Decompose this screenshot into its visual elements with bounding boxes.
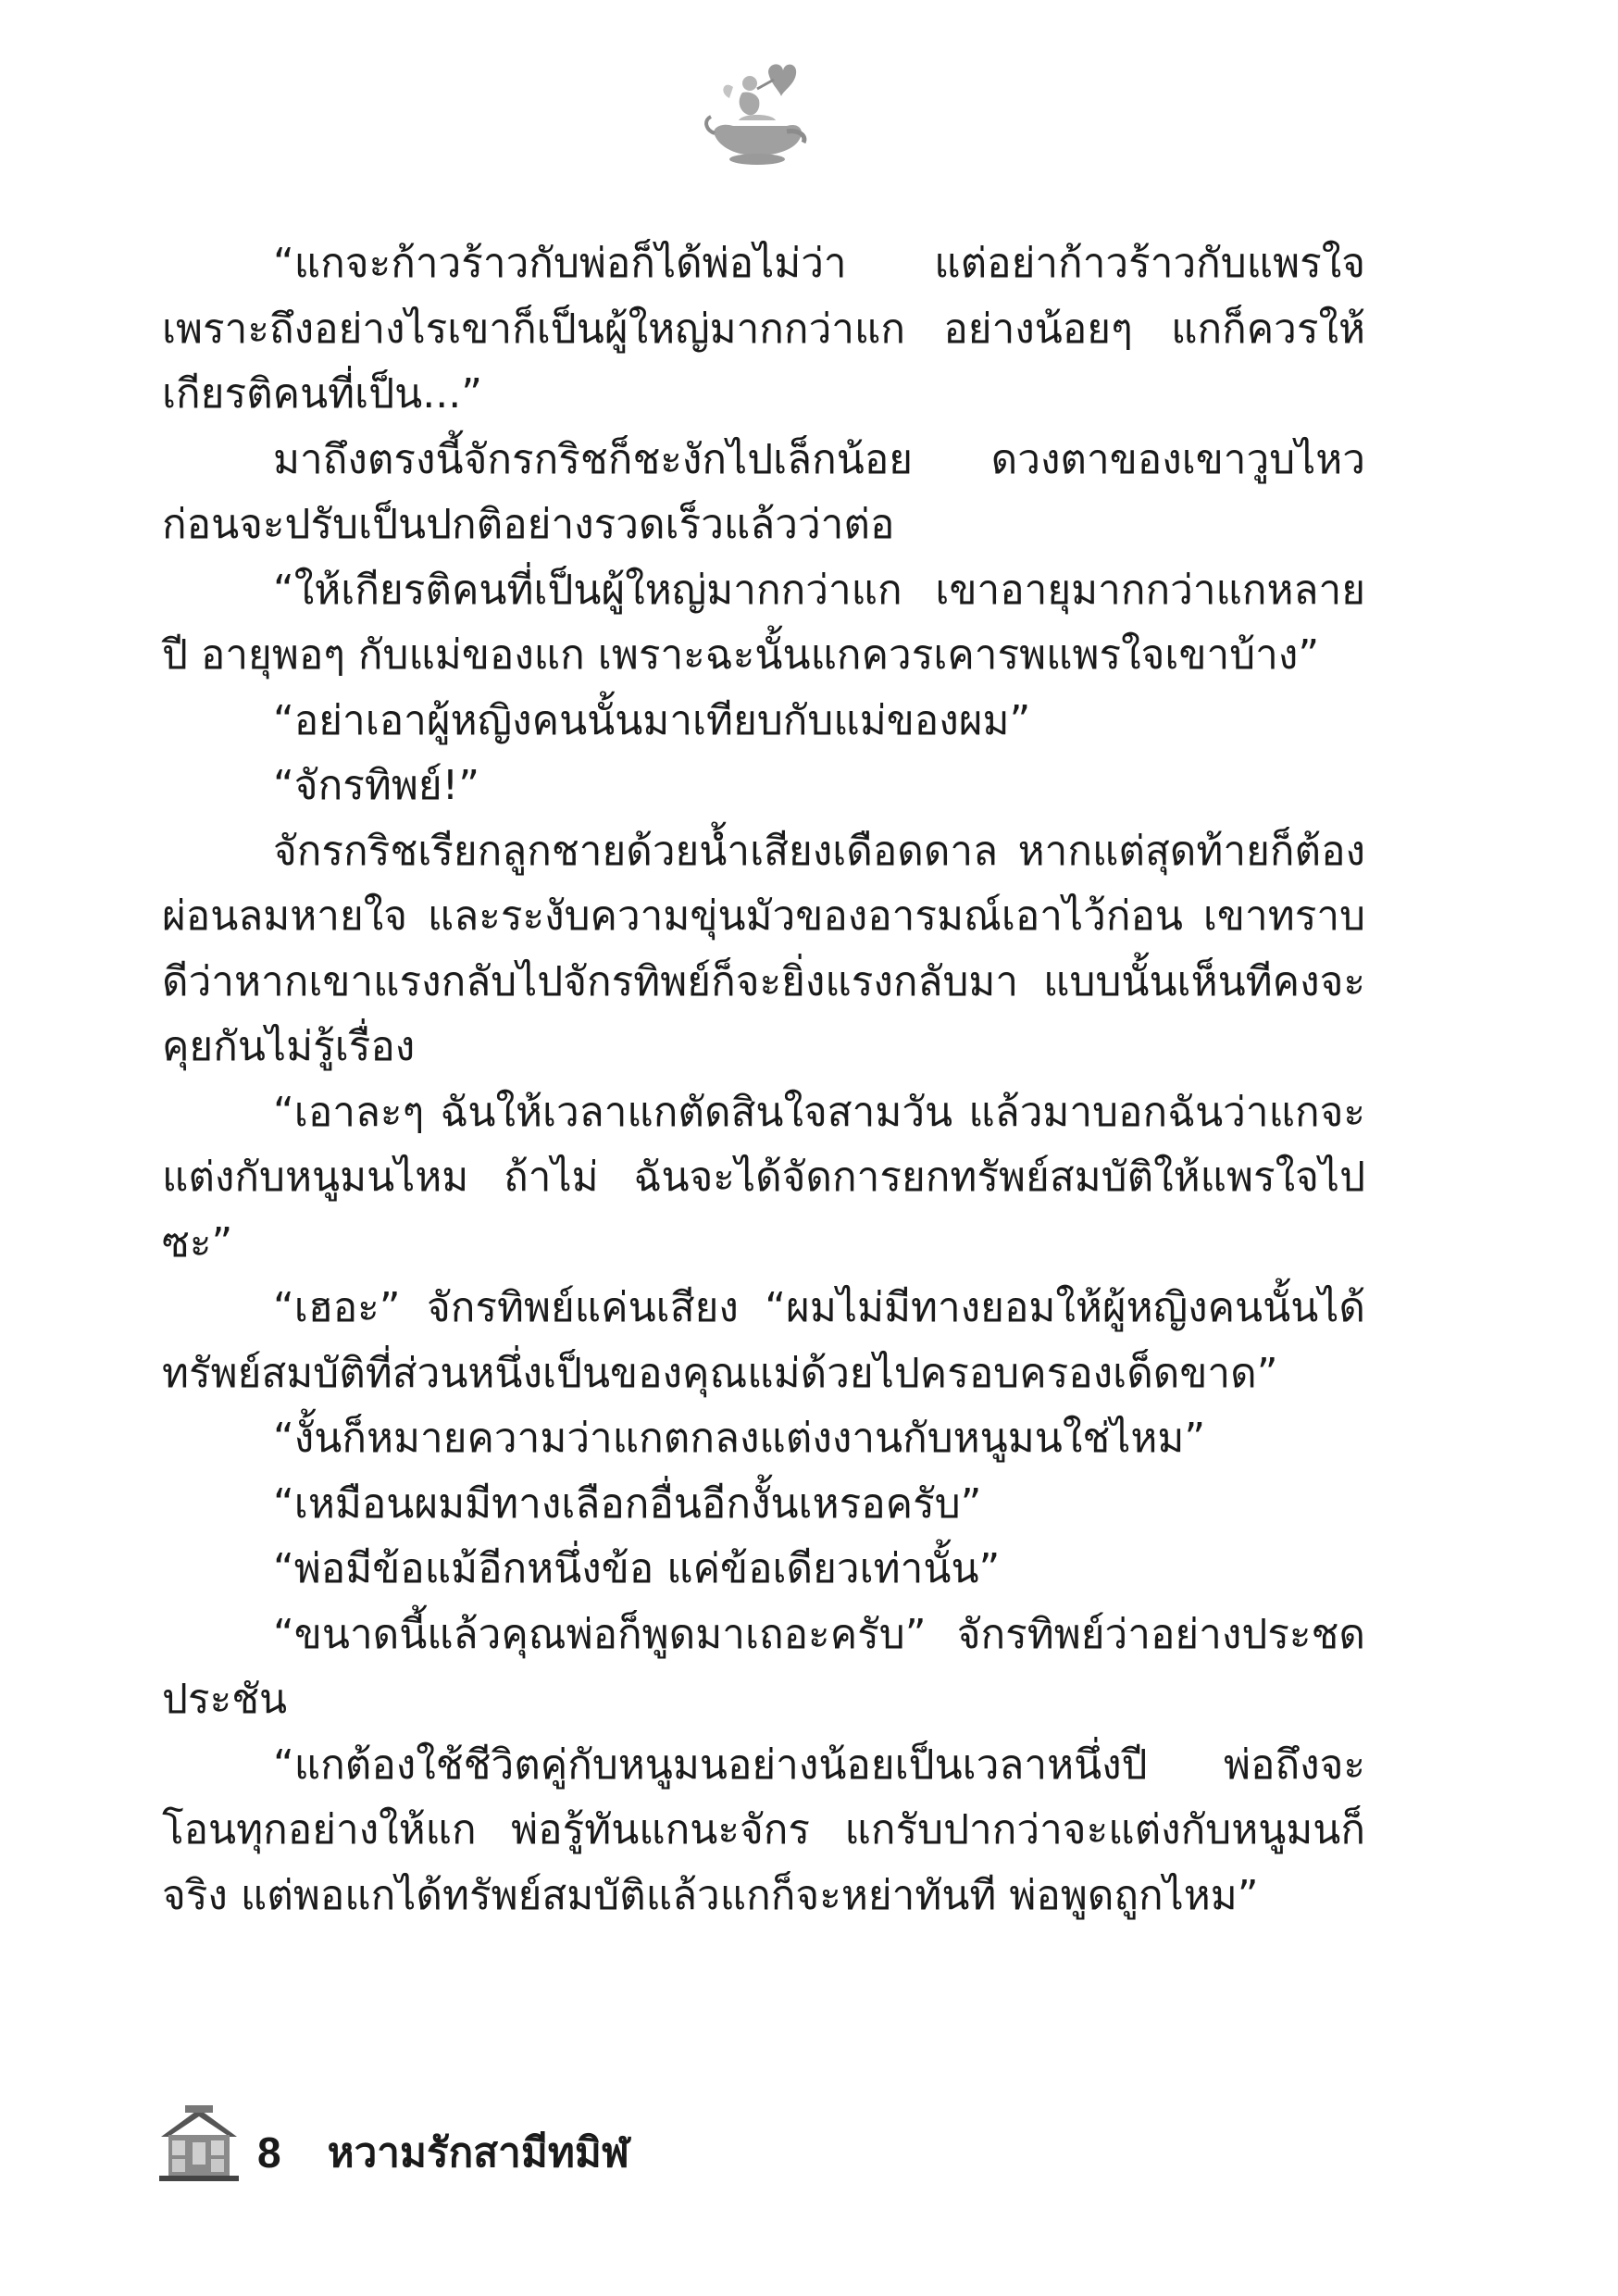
page-number: 8	[257, 2128, 281, 2177]
page-footer	[157, 2097, 629, 2190]
paragraph: “แกจะก้าวร้าวกับพ่อก็ได้พ่อไม่ว่า แต่อย่าก้าวร้าวกับแพรใจ เพราะถึงอย่างไรเขาก็เป็นผู้ใหญ่มากกว่าแก อย่างน้อยๆ แกก็ควรให้เกียรติคนที่เป็น...”	[162, 240, 1365, 418]
paragraph: “ให้เกียรติคนที่เป็นผู้ใหญ่มากกว่าแก เขาอายุมากกว่าแกหลายปี อายุพอๆ กับแม่ของแก เพราะฉะนั้นแกควรเคารพแพรใจเขาบ้าง”	[162, 566, 1365, 679]
paragraph: จักรกริชเรียกลูกชายด้วยน้ำเสียงเดือดดาล หากแต่สุดท้ายก็ต้องผ่อนลมหายใจ และระงับความขุ่นมัวของอารมณ์เอาไว้ก่อน เขาทราบดีว่าหากเขาแรงกลับไปจักรทิพย์ก็จะยิ่งแรงกลับมา แบบนั้นเห็นทีคงจะคุยกันไม่รู้เรื่อง	[162, 827, 1365, 1070]
paragraph: “อย่าเอาผู้หญิงคนนั้นมาเทียบกับแม่ของผม”	[273, 696, 1031, 744]
paragraph: “งั้นก็หมายความว่าแกตกลงแต่งงานกับหนูมนใช่ไหม”	[273, 1415, 1206, 1462]
paragraph: “แกต้องใช้ชีวิตคู่กับหนูมนอย่างน้อยเป็นเวลาหนึ่งปี พ่อถึงจะโอนทุกอย่างให้แก พ่อรู้ทันแกนะจักร แกรับปากว่าจะแต่งกับหนูมนก็จริง แต่พอแกได้ทรัพย์สมบัติแล้วแกก็จะหย่าทันที พ่อพูดถูกไหม”	[162, 1741, 1365, 1919]
paragraph: “เอาละๆ ฉันให้เวลาแกตัดสินใจสามวัน แล้วมาบอกฉันว่าแกจะแต่งกับหนูมนไหม ถ้าไม่ ฉันจะได้จัดการยกทรัพย์สมบัติให้แพรใจไปซะ”	[162, 1088, 1365, 1267]
paragraph: มาถึงตรงนี้จักรกริชก็ชะงักไปเล็กน้อย ดวงตาของเขาวูบไหว ก่อนจะปรับเป็นปกติอย่างรวดเร็วแล้วว่าต่อ	[162, 435, 1365, 548]
story-text	[162, 231, 1365, 1928]
paragraph: “เหมือนผมมีทางเลือกอื่นอีกงั้นเหรอครับ”	[273, 1479, 982, 1528]
paragraph: “ขนาดนี้แล้วคุณพ่อก็พูดมาเถอะครับ” จักรทิพย์ว่าอย่างประชดประชัน	[162, 1610, 1365, 1723]
paragraph: “เฮอะ” จักรทิพย์แค่นเสียง “ผมไม่มีทางยอมให้ผู้หญิงคนนั้นได้ทรัพย์สมบัติที่ส่วนหนึ่งเป็นของคุณแม่ด้วยไปครอบครองเด็ดขาด”	[162, 1284, 1365, 1397]
house-icon	[157, 2102, 241, 2185]
book-title: หวามรักสามีทมิฬ	[327, 2129, 629, 2177]
paragraph: “จักรทิพย์!”	[273, 762, 480, 809]
paragraph: “พ่อมีข้อแม้อีกหนึ่งข้อ แค่ข้อเดียวเท่านั้น”	[273, 1545, 1001, 1592]
cupid-teapot-icon	[702, 56, 813, 176]
